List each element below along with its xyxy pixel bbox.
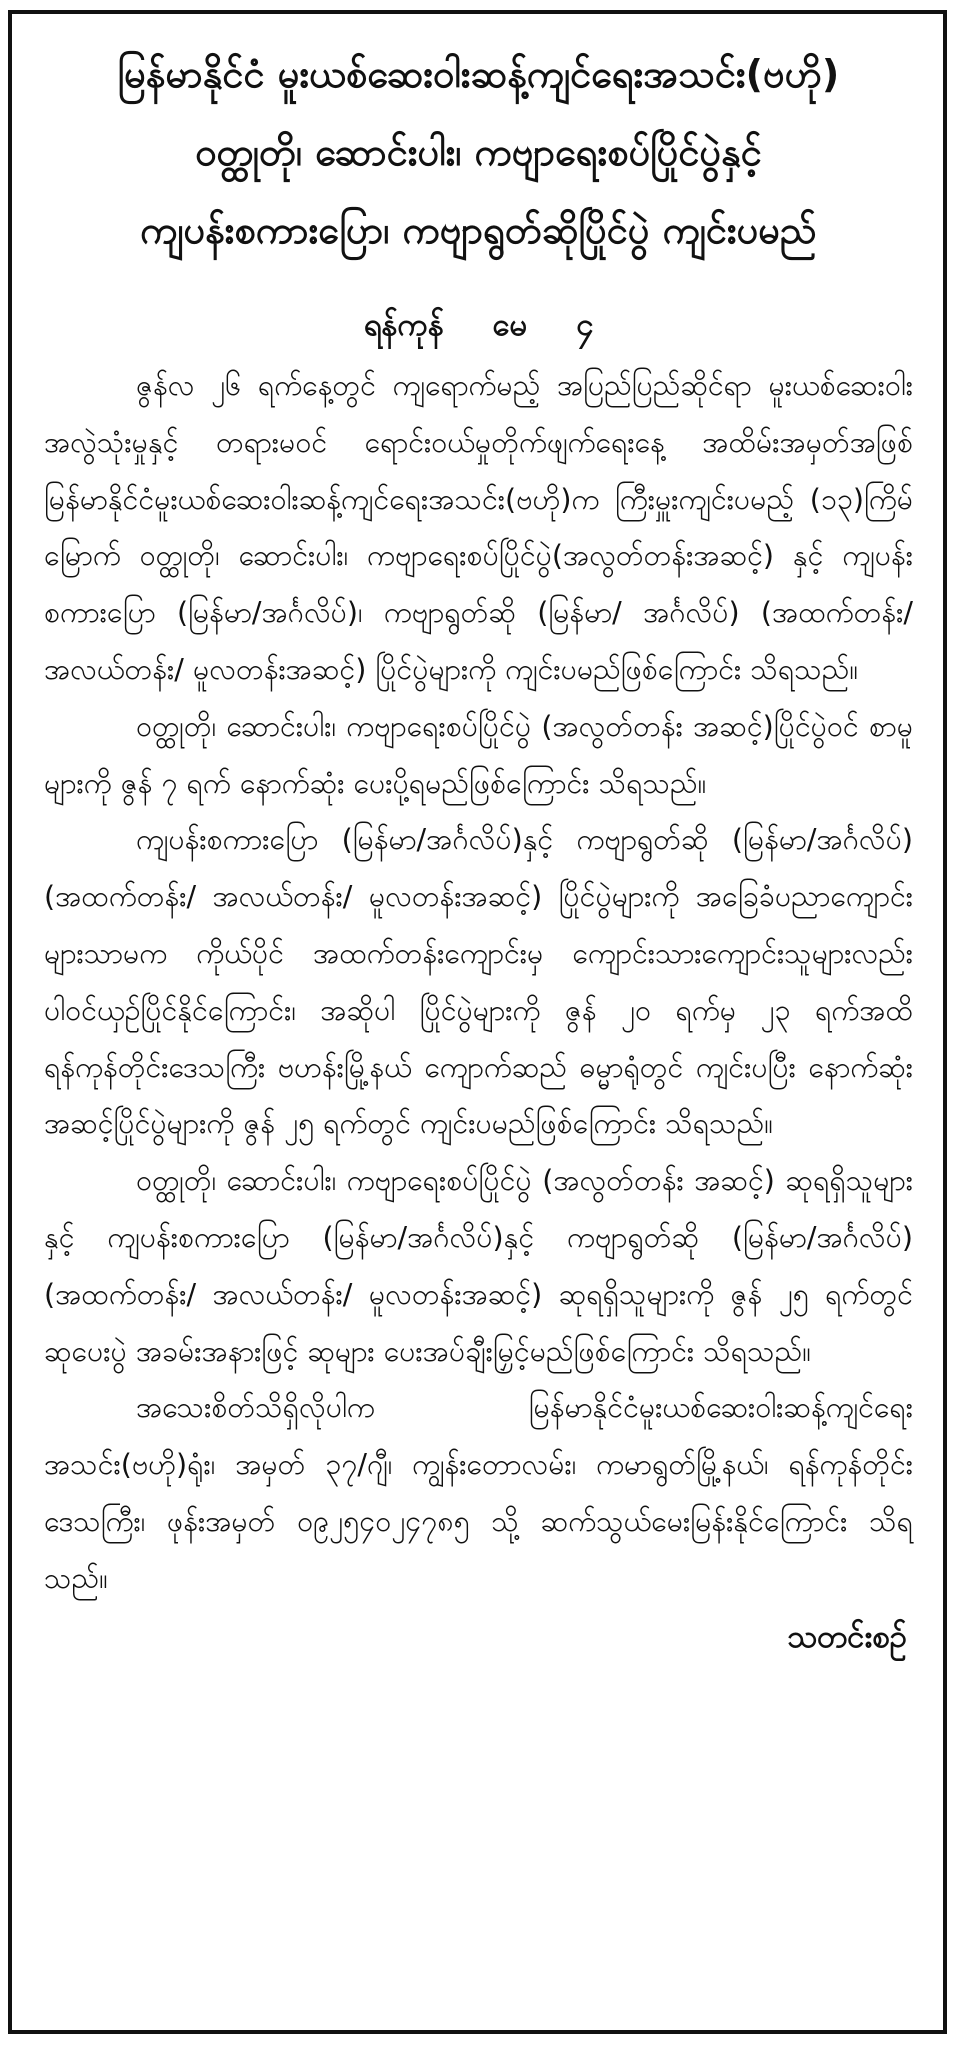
paragraph-contact-info: အသေးစိတ်သိရှိလိုပါက မြန်မာနိုင်ငံမူးယစ်ဆေးဝါးဆန့်ကျင်ရေးအသင်း(ဗဟို)ရုံး၊ အမှတ် ၃၇/ဂျီ၊ ကျွန်းတောလမ်း၊ ကမာရွတ်မြို့နယ်၊ ရန်ကုန်တိုင်းဒေသကြီး၊ ဖုန်းအမှတ် ၀၉၂၅၄၀၂၄၇၈၅ သို့ ဆက်သွယ်မေးမြန်းနိုင်ကြောင်း သိရသည်။ — [44, 1391, 913, 1595]
headline-line-3: ကျပန်းစကားပြော၊ ကဗျာရွတ်ဆိုပြိုင်ပွဲ ကျင်းပမည် — [140, 208, 817, 252]
dateline: ရန်ကုန် မေ ၄ — [363, 307, 594, 343]
paragraph-event-announcement: ဇွန်လ ၂၆ ရက်နေ့တွင် ကျရောက်မည့် အပြည်ပြည်ဆိုင်ရာ မူးယစ်ဆေးဝါးအလွဲသုံးမှုနှင့် တရားမဝင် ရောင်းဝယ်မှုတိုက်ဖျက်ရေးနေ့ အထိမ်းအမှတ်အဖြစ် မြန်မာနိုင်ငံမူးယစ်ဆေးဝါးဆန့်ကျင်ရေးအသင်း(ဗဟို)က ကြီးမှူးကျင်းပမည့် (၁၃)ကြိမ်မြောက် ဝတ္ထုတို၊ ဆောင်းပါး၊ ကဗျာရေးစပ်ပြိုင်ပွဲ(အလွတ်တန်းအဆင့်) နှင့် ကျပန်းစကားပြော (မြန်မာ/အင်္ဂလိပ်)၊ ကဗျာရွတ်ဆို (မြန်မာ/ အင်္ဂလိပ်) (အထက်တန်း/ အလယ်တန်း/ မူလတန်းအဆင့်) ပြိုင်ပွဲများကို ကျင်းပမည်ဖြစ်ကြောင်း သိရသည်။ — [44, 369, 913, 686]
headline-line-1: မြန်မာနိုင်ငံ မူးယစ်ဆေးဝါးဆန့်ကျင်ရေးအသင်း(ဗဟို) — [117, 52, 840, 96]
article-body — [44, 358, 913, 1608]
headline-line-2: ဝတ္ထုတို၊ ဆောင်းပါး၊ ကဗျာရေးစပ်ပြိုင်ပွဲနှင့် — [195, 130, 762, 174]
paragraph-competition-schedule: ကျပန်းစကားပြော (မြန်မာ/အင်္ဂလိပ်)နှင့် ကဗျာရွတ်ဆို (မြန်မာ/အင်္ဂလိပ်) (အထက်တန်း/ အလယ်တန်း/ မူလတန်းအဆင့်) ပြိုင်ပွဲများကို အခြေခံပညာကျောင်းများသာမက ကိုယ်ပိုင် အထက်တန်းကျောင်းမှ ကျောင်းသားကျောင်းသူများလည်း ပါဝင်ယှဉ်ပြိုင်နိုင်ကြောင်း၊ အဆိုပါ ပြိုင်ပွဲများကို ဇွန် ၂၀ ရက်မှ ၂၃ ရက်အထိ ရန်ကုန်တိုင်းဒေသကြီး ဗဟန်းမြို့နယ် ကျောက်ဆည် ဓမ္မာရုံတွင် ကျင်းပပြီး နောက်ဆုံးအဆင့်ပြိုင်ပွဲများကို ဇွန် ၂၅ ရက်တွင် ကျင်းပမည်ဖြစ်ကြောင်း သိရသည်။ — [44, 823, 913, 1141]
byline-signature: သတင်းစဉ် — [787, 1618, 907, 1655]
paragraph-submission-deadline: ဝတ္ထုတို၊ ဆောင်းပါး၊ ကဗျာရေးစပ်ပြိုင်ပွဲ (အလွတ်တန်း အဆင့်)ပြိုင်ပွဲဝင် စာမူများကို ဇွန် ၇ ရက် နောက်ဆုံး ပေးပို့ရမည်ဖြစ်ကြောင်း သိရသည်။ — [44, 709, 913, 800]
paragraph-award-ceremony: ဝတ္ထုတို၊ ဆောင်းပါး၊ ကဗျာရေးစပ်ပြိုင်ပွဲ (အလွတ်တန်း အဆင့်) ဆုရရှိသူများနှင့် ကျပန်းစကားပြော (မြန်မာ/အင်္ဂလိပ်)နှင့် ကဗျာရွတ်ဆို (မြန်မာ/အင်္ဂလိပ်) (အထက်တန်း/ အလယ်တန်း/ မူလတန်းအဆင့်) ဆုရရှိသူများကို ဇွန် ၂၅ ရက်တွင် ဆုပေးပွဲ အခမ်းအနားဖြင့် ဆုများ ပေးအပ်ချီးမြှင့်မည်ဖြစ်ကြောင်း သိရသည်။ — [44, 1164, 913, 1368]
news-article-frame — [8, 10, 947, 2034]
